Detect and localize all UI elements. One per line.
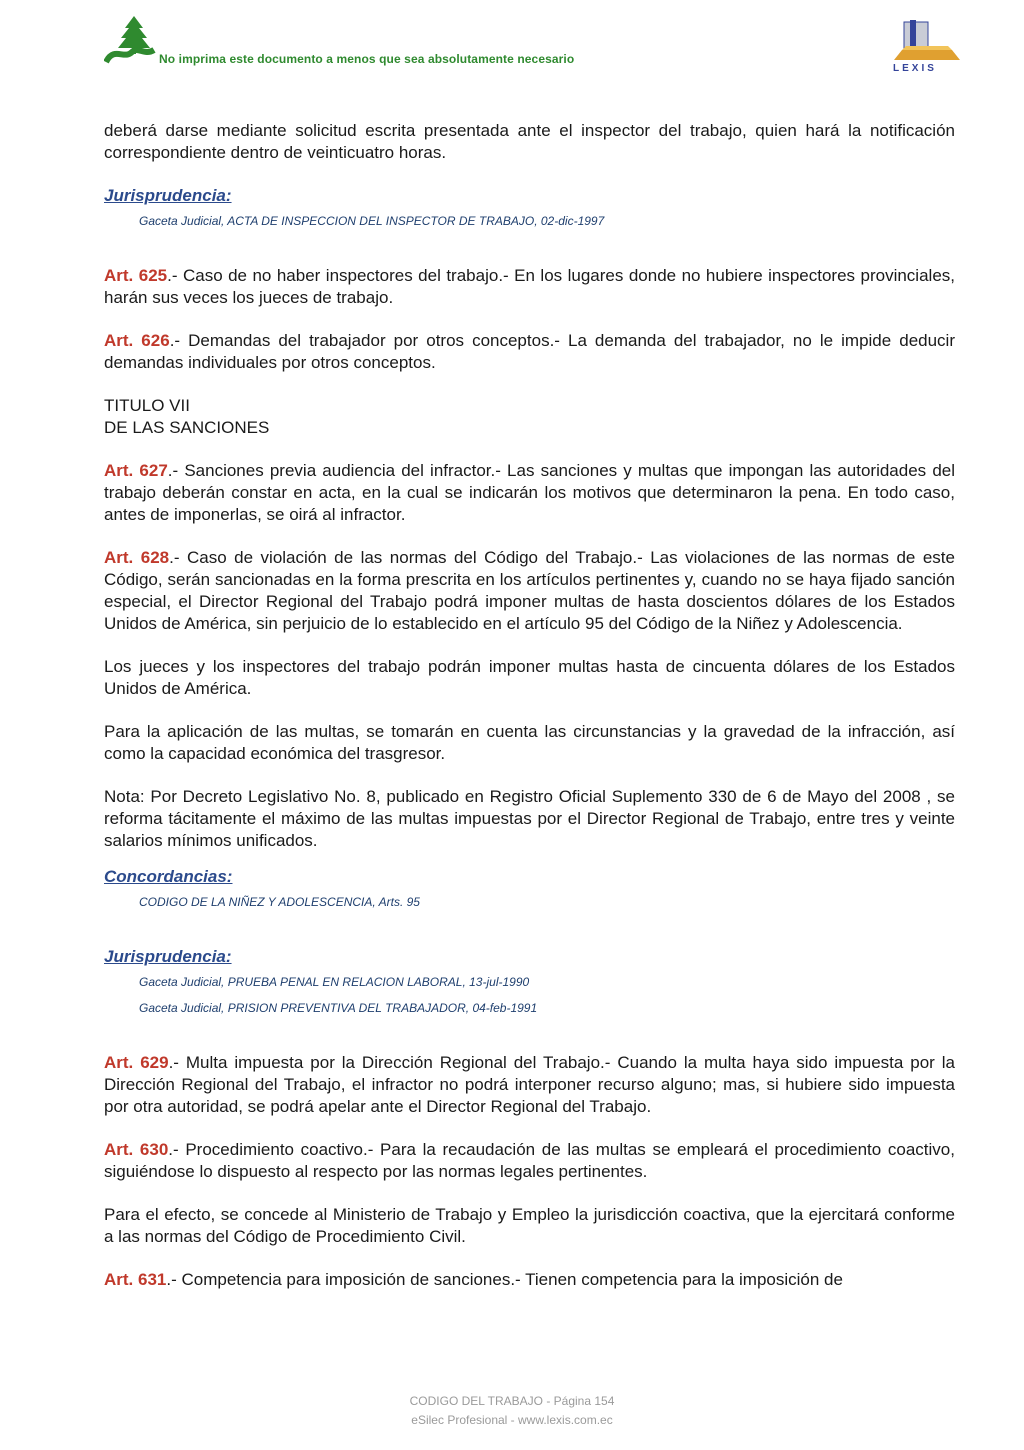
article-label: Art. 628 <box>104 548 170 567</box>
jurisprudencia-ref: Gaceta Judicial, PRUEBA PENAL EN RELACION LABORAL, 13-jul-1990 <box>139 975 530 989</box>
document-body <box>104 120 955 1291</box>
article-label: Art. 629 <box>104 1053 169 1072</box>
article-label: Art. 626 <box>104 331 170 350</box>
concordancias-heading: Concordancias: <box>104 867 233 886</box>
footer-site: eSilec Profesional - www.lexis.com.ec <box>411 1413 613 1427</box>
page-header <box>0 0 1024 90</box>
article-627: Art. 627.- Sanciones previa audiencia del infractor.- Las sanciones y multas que impongan las autoridades del trabajo deberán constar en acta, en la cual se indicarán los motivos que determinaron la pena. En todo caso, antes de imponerlas, se oirá al infractor. <box>104 461 956 524</box>
article-628: Art. 628.- Caso de violación de las normas del Código del Trabajo.- Las violaciones de las normas de este Código, serán sancionadas en la forma prescrita en los artículos pertinentes y, cuando no se haya fijado sanción especial, el Director Regional del Trabajo podrá imponer multas de hasta doscientos dólares de los Estados Unidos de América, sin perjuicio de lo establecido en el artículo 95 del Código de la Niñez y Adolescencia. <box>104 548 955 633</box>
title-heading-line1: TITULO VII <box>104 396 190 415</box>
article-631: Art. 631.- Competencia para imposición de sanciones.- Tienen competencia para la imposición de <box>104 1270 843 1289</box>
title-heading-line2: DE LAS SANCIONES <box>104 418 270 437</box>
footer-page-info: CODIGO DEL TRABAJO - Página 154 <box>409 1394 615 1408</box>
jurisprudencia-heading: Jurisprudencia: <box>104 947 232 966</box>
article-label: Art. 625 <box>104 266 168 285</box>
paragraph-nota: Nota: Por Decreto Legislativo No. 8, publicado en Registro Oficial Suplemento 330 de 6 de Mayo del 2008 , se reforma tácitamente el máximo de las multas impuestas por el Director Regional de Trabajo, entre tres y veinte salarios mínimos unificados. <box>104 787 955 850</box>
article-label: Art. 630 <box>104 1140 169 1159</box>
paragraph-continuation: deberá darse mediante solicitud escrita presentada ante el inspector del trabajo, quien hará la notificación correspondiente dentro de veinticuatro horas. <box>104 121 955 162</box>
article-629: Art. 629.- Multa impuesta por la Dirección Regional del Trabajo.- Cuando la multa haya sido impuesta por la Dirección Regional del Trabajo, el infractor no podrá interponer recurso alguno; mas, si hubiere sido impuesta por otra autoridad, se podrá apelar ante el Director Regional del Trabajo. <box>104 1053 955 1116</box>
paragraph-aplicacion: Para la aplicación de las multas, se tomarán en cuenta las circunstancias y la gravedad de la infracción, así como la capacidad económica del trasgresor. <box>104 722 955 763</box>
lexis-logo-icon <box>892 18 962 64</box>
jurisprudencia-ref: Gaceta Judicial, PRISION PREVENTIVA DEL TRABAJADOR, 04-feb-1991 <box>139 1001 538 1015</box>
article-626: Art. 626.- Demandas del trabajador por otros conceptos.- La demanda del trabajador, no le impide deducir demandas individuales por otros conceptos. <box>104 331 955 372</box>
lexis-brand: LEXIS <box>893 63 937 74</box>
article-label: Art. 631 <box>104 1270 167 1289</box>
jurisprudencia-ref: Gaceta Judicial, ACTA DE INSPECCION DEL INSPECTOR DE TRABAJO, 02-dic-1997 <box>139 214 605 228</box>
article-625: Art. 625.- Caso de no haber inspectores del trabajo.- En los lugares donde no hubiere inspectores provinciales, harán sus veces los jueces de trabajo. <box>104 266 955 307</box>
tree-logo-icon <box>104 16 156 66</box>
paragraph-efecto: Para el efecto, se concede al Ministerio de Trabajo y Empleo la jurisdicción coactiva, que la ejercitará conforme a las normas del Código de Procedimiento Civil. <box>104 1205 955 1246</box>
page-footer <box>0 1392 1024 1430</box>
article-630: Art. 630.- Procedimiento coactivo.- Para la recaudación de las multas se empleará el procedimiento coactivo, siguiéndose lo dispuesto al respecto por las normas legales pertinentes. <box>104 1140 955 1181</box>
concordancia-ref: CODIGO DE LA NIÑEZ Y ADOLESCENCIA, Arts. 95 <box>139 895 420 909</box>
jurisprudencia-heading: Jurisprudencia: <box>104 186 232 205</box>
article-label: Art. 627 <box>104 461 168 480</box>
paragraph-jueces: Los jueces y los inspectores del trabajo podrán imponer multas hasta de cincuenta dólares de los Estados Unidos de América. <box>104 657 955 698</box>
slogan-text: No imprima este documento a menos que sea absolutamente necesario <box>159 52 575 66</box>
